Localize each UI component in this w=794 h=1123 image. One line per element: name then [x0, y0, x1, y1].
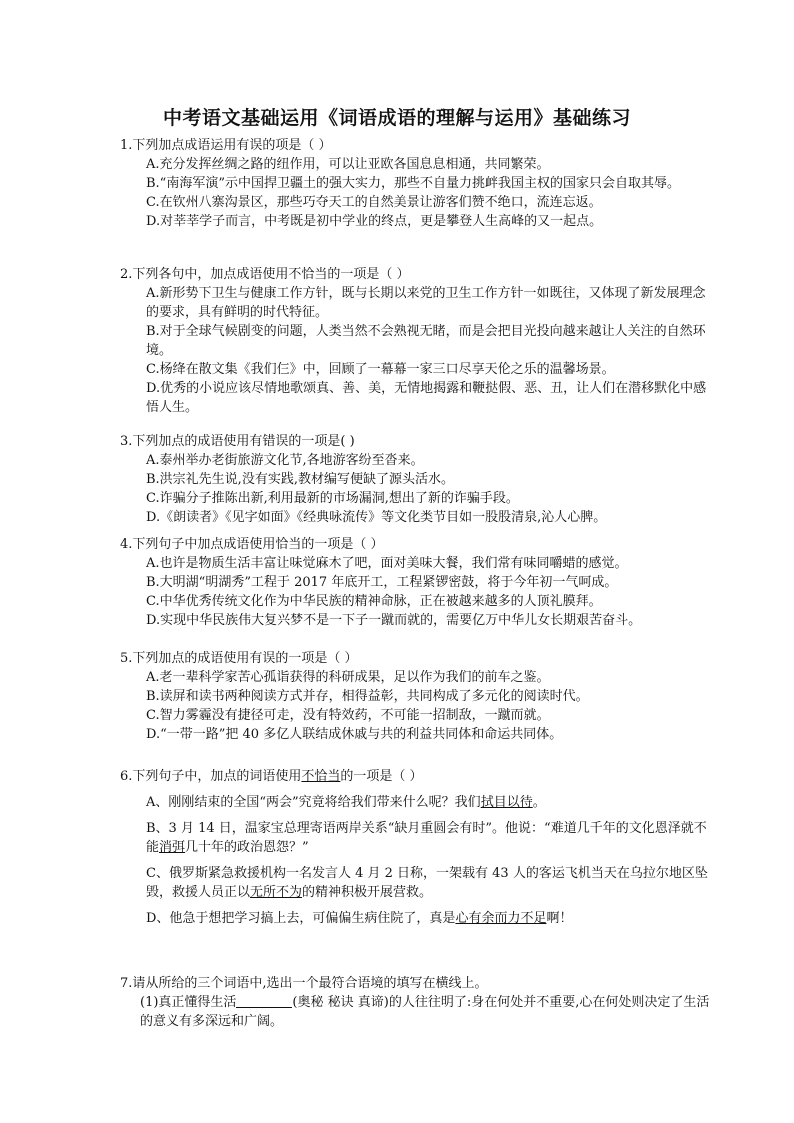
question-stem: 1.下列加点成语运用有误的项是（ ）: [120, 138, 332, 153]
question-stem: 4.下列句子中加点成语使用恰当的一项是（ ）: [120, 537, 384, 552]
option-c: C.智力雾霾没有捷径可走，没有特效药，不可能一招制敌，一蹴而就。: [146, 708, 550, 723]
option-c: [146, 864, 710, 902]
underlined-term: 拭目以待: [480, 795, 533, 810]
question-1: [120, 136, 710, 231]
underlined-term: 心有余而力不足: [455, 911, 547, 926]
option-b: [146, 819, 710, 857]
option-c: C.中华优秀传统文化作为中华民族的精神命脉，正在被越来越多的人顶礼膜拜。: [146, 594, 602, 609]
option-a: [146, 793, 710, 812]
question-stem: 3.下列加点的成语使用有错误的一项是( ): [120, 434, 355, 449]
option-a: A.充分发挥丝绸之路的纽作用，可以让亚欧各国息息相通，共同繁荣。: [146, 157, 550, 172]
option-a: A.老一辈科学家苦心孤诣获得的科研成果，足以作为我们的前车之鉴。: [146, 670, 550, 685]
question-5: [120, 649, 710, 744]
page-title: 中考语文基础运用《词语成语的理解与运用》基础练习: [162, 107, 631, 129]
option-d: D.对莘莘学子而言，中考既是初中学业的终点，更是攀登人生高峰的又一起点。: [146, 214, 603, 229]
option-text: D、他急于想把学习搞上去，可偏偏生病住院了，真是: [146, 911, 456, 926]
option-b: B.对于全球气候剧变的问题，人类当然不会熟视无睹，而是会把目光投向越来越让人关注的自然环境。: [146, 324, 706, 358]
question-stem: 7.请从所给的三个词语中,选出一个最符合语境的填写在横线上。: [120, 976, 488, 991]
option-text-end: 啊！: [546, 911, 573, 926]
item-text: (1)真正懂得生活: [140, 995, 237, 1010]
stem-text: 6.下列句子中，加点的词语使用: [120, 769, 302, 784]
option-c: C.诈骗分子推陈出新,利用最新的市场漏洞,想出了新的诈骗手段。: [146, 491, 519, 506]
option-text-end: 的精神积极开展营救。: [302, 885, 433, 900]
option-c: C.在钦州八寨沟景区，那些巧夺天工的自然美景让游客们赞不绝口，流连忘返。: [146, 195, 602, 210]
option-text-end: 。: [532, 795, 546, 810]
question-4: [120, 535, 710, 630]
option-text: C、俄罗斯紧急救援机构一名发言人 4 月 2 日称，一架载有 43 人的客运飞机当天在乌拉尔地区坠毁，救援人员正以: [146, 866, 708, 900]
option-text: B、3 月 14 日，温家宝总理寄语两岸关系“缺月重圆会有时”。他说：“难道几千年的文化恩泽就不能: [146, 821, 707, 855]
option-d: D.《朗读者》《见字如面》《经典咏流传》等文化类节目如一股股清泉,沁人心脾。: [146, 510, 607, 525]
option-b: B.洪宗礼先生说,没有实践,教材编写便缺了源头活水。: [146, 472, 454, 487]
stem-underlined: 不恰当: [301, 769, 341, 784]
option-d: D.优秀的小说应该尽情地歌颂真、善、美，无情地揭露和鞭挞假、恶、丑，让人们在潜移默化中感悟人生。: [146, 381, 707, 415]
option-b: B.读屏和读书两种阅读方式并存，相得益彰，共同构成了多元化的阅读时代。: [146, 689, 589, 704]
option-d: D.实现中华民族伟大复兴梦不是一下子一蹴而就的，需要亿万中华儿女长期艰苦奋斗。: [146, 613, 642, 628]
option-text-end: 几十年的政治恩怨？”: [185, 840, 309, 855]
option-c: C.杨绛在散文集《我们仨》中，回顾了一幕幕一家三口尽享天伦之乐的温馨场景。: [146, 362, 615, 377]
option-d: [146, 909, 710, 928]
question-7: [120, 974, 710, 1031]
question-2: [120, 265, 710, 417]
underlined-term: 消弭: [159, 840, 186, 855]
option-a: A.新形势下卫生与健康工作方针，既与长期以来党的卫生工作方针一如既往，又体现了新发展理念的要求，具有鲜明的时代特征。: [146, 286, 706, 320]
item-text-end: (奥秘 秘诀 真谛)的人往往明了:身在何处并不重要,心在何处则决定了生活的意义有多深远和广阔。: [140, 995, 710, 1029]
underlined-term: 无所不为: [250, 885, 303, 900]
question-stem: [120, 767, 710, 786]
option-a: A.也许是物质生活丰富让味觉麻木了吧，面对美味大餐，我们常有味同嚼蜡的感觉。: [146, 556, 628, 571]
fill-item-1: [140, 993, 710, 1031]
option-b: B.大明湖“明湖秀”工程于 2017 年底开工，工程紧锣密鼓，将于今年初一气呵成。: [146, 575, 618, 590]
answer-blank[interactable]: [236, 993, 292, 1008]
option-b: B.“南海军演”示中国捍卫疆土的强大实力，那些不自量力挑衅我国主权的国家只会自取其辱。: [146, 176, 680, 191]
question-stem: 5.下列加点的成语使用有误的一项是（ ）: [120, 651, 358, 666]
option-a: A.泰州举办老街旅游文化节,各地游客纷至沓来。: [146, 453, 424, 468]
question-stem: 2.下列各句中，加点成语使用不恰当的一项是（ ）: [120, 267, 410, 282]
stem-text-end: 的一项是（ ）: [340, 769, 423, 784]
option-text: A、刚刚结束的全国“两会”究竟将给我们带来什么呢？我们: [146, 795, 481, 810]
question-6: [120, 767, 710, 928]
option-d: D.“一带一路”把 40 多亿人联结成休戚与共的利益共同体和命运共同体。: [146, 727, 563, 742]
question-3: [120, 432, 710, 527]
